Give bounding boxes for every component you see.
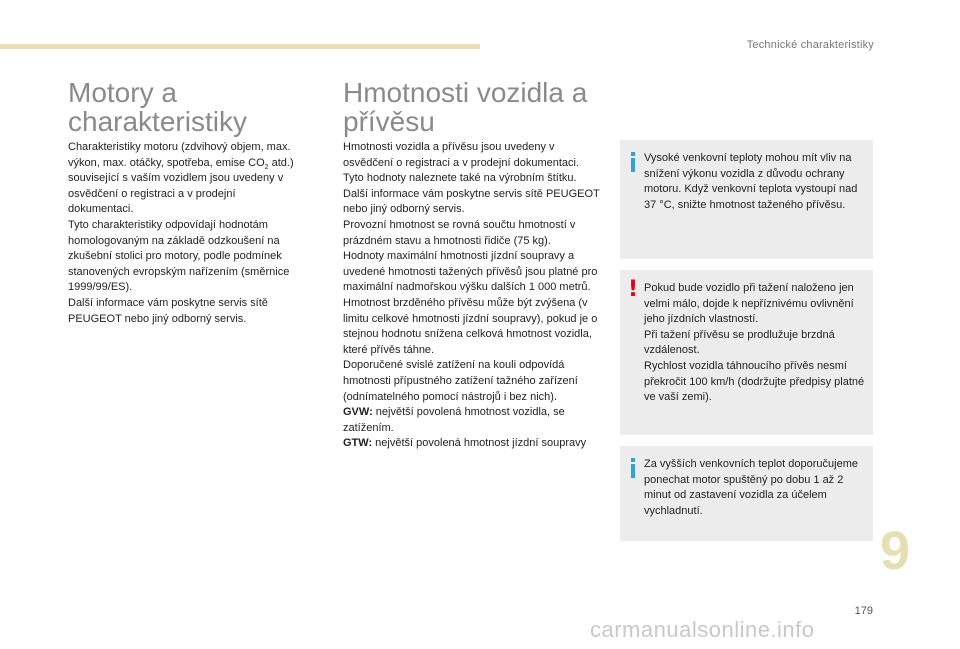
- info-box-temperature-text: Vysoké venkovní teploty mohou mít vliv na snížení výkonu vozidla z důvodu ochrany motoru. Když venkovní teplota vystoupí nad 37 °C, snižte hmotnost taženého přívěsu.: [644, 152, 858, 211]
- warning-icon: !: [628, 277, 639, 302]
- weights-paragraph-1: Hmotnosti vozidla a přívěsu jsou uvedeny v osvědčení o registraci a v prodejní dokumentaci.: [343, 141, 580, 169]
- weights-paragraph-5: Hodnoty maximální hmotnosti jízdní soupravy a uvedené hmotnosti tažených přívěsů jsou platné pro maximální nadmořskou výšku dalších 1 000 metrů.: [343, 250, 598, 294]
- gvw-definition: [343, 405, 601, 436]
- weights-heading-line2: přívěsu: [343, 106, 435, 137]
- gtw-label: GTW:: [343, 437, 373, 450]
- gvw-label: GVW:: [343, 406, 373, 419]
- header-accent-bar: [0, 44, 480, 49]
- weights-heading-line1: Hmotnosti vozidla a: [343, 77, 588, 108]
- warning-box-paragraph-3: Rychlost vozidla táhnoucího přívěs nesmí překročit 100 km/h (dodržujte předpisy platné ve vaší zemi).: [644, 359, 865, 404]
- info-icon: [628, 458, 638, 480]
- watermark: carmanualsonline.info: [590, 617, 815, 642]
- engines-heading-line1: Motory a: [68, 77, 177, 108]
- weights-paragraph-7: Doporučené svislé zatížení na kouli odpovídá hmotnosti přípustného zatížení tažného zařízení (odnímatelného pomocí nástrojů i bez nich).: [343, 359, 578, 403]
- chapter-number: 9: [880, 521, 911, 581]
- info-box-cooling: [620, 446, 873, 541]
- gtw-definition: [343, 436, 601, 452]
- engines-p1-text-cont: atd.) související s vaším vozidlem jsou uvedeny v osvědčení o registraci a v prodejní dokumentaci.: [68, 156, 294, 216]
- engines-text: [68, 140, 300, 327]
- weights-paragraph-6: Hmotnost brzděného přívěsu může být zvýšena (v limitu celkové hmotnosti jízdní soupravy), pokud je o stejnou hodnotu snížena celková hmotnost vozidla, které přívěs táhne.: [343, 296, 598, 356]
- weights-paragraph-4: Provozní hmotnost se rovná součtu hmotností v prázdném stavu a hmotnosti řidiče (75 kg).: [343, 218, 576, 247]
- gtw-text: největší povolená hmotnost jízdní soupravy: [372, 437, 587, 450]
- section-title: Technické charakteristiky: [746, 39, 874, 51]
- engines-heading-line2: charakteristiky: [68, 106, 247, 137]
- page-number: 179: [854, 605, 873, 617]
- weights-paragraph-3: Další informace vám poskytne servis sítě PEUGEOT nebo jiný odborný servis.: [343, 187, 600, 216]
- engines-paragraph-3: Další informace vám poskytne servis sítě PEUGEOT nebo jiný odborný servis.: [68, 296, 268, 325]
- warning-box-paragraph-2: Při tažení přívěsu se prodlužuje brzdná vzdálenost.: [644, 328, 835, 357]
- info-box-temperature: [620, 140, 873, 259]
- weights-heading: [343, 78, 587, 136]
- weights-text: [343, 140, 601, 452]
- engines-paragraph-2: Tyto charakteristiky odpovídají hodnotám homologovaným na základě odzkoušení na zkušební stolici pro motory, podle podmínek stanovených evropským nařízením (směrnice 1999/99/ES).: [68, 218, 290, 294]
- info-box-cooling-text: Za vyšších venkovních teplot doporučujeme ponechat motor spuštěný po dobu 1 až 2 minut od zastavení vozidla za účelem vychladnutí.: [644, 458, 859, 517]
- warning-box-towing: [620, 270, 873, 435]
- warning-box-paragraph-1: Pokud bude vozidlo při tažení naloženo jen velmi málo, dojde k nepříznivému ovlivnění jeho jízdních vlastností.: [644, 282, 854, 326]
- co2-subscript: 2: [264, 163, 269, 171]
- gvw-text: největší povolená hmotnost vozidla, se zatížením.: [343, 406, 565, 434]
- engines-heading: [68, 78, 247, 136]
- engines-p1-text: Charakteristiky motoru (zdvihový objem, max. výkon, max. otáčky, spotřeba, emise CO: [68, 141, 291, 169]
- engines-paragraph-1: [68, 140, 300, 218]
- weights-paragraph-2: Tyto hodnoty naleznete také na výrobním štítku.: [343, 172, 577, 185]
- info-icon: [628, 152, 638, 174]
